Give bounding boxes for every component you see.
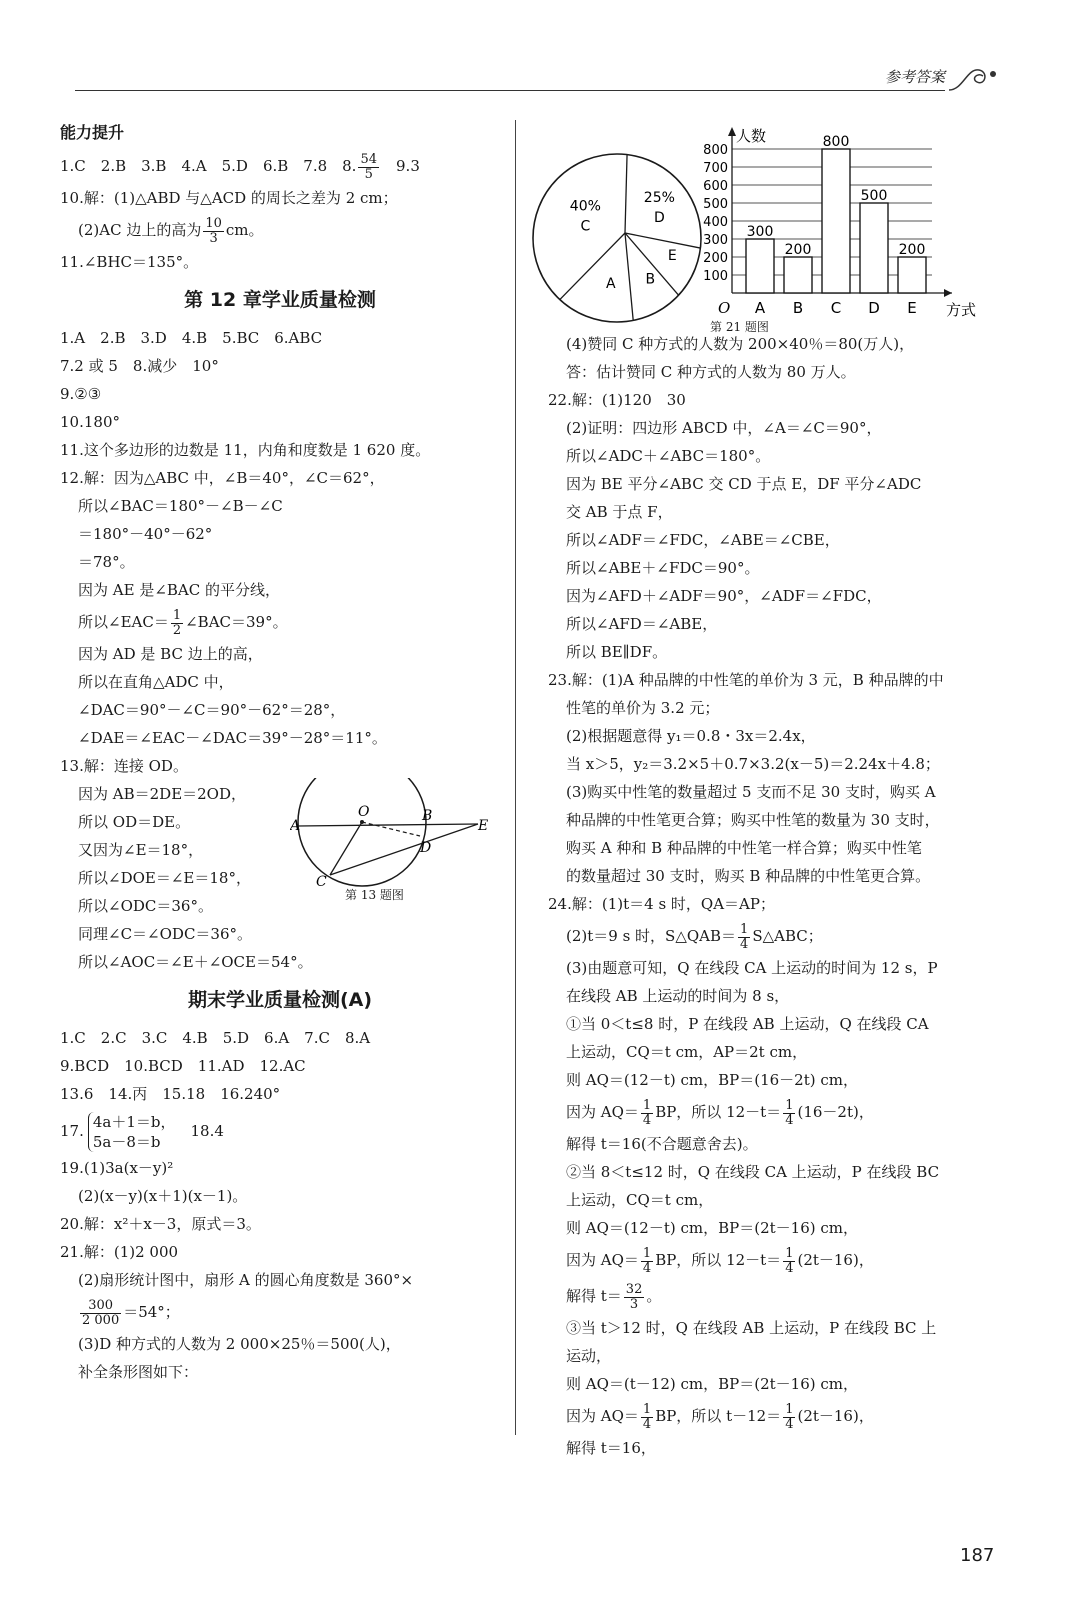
answer-line: 又因为∠E＝18°， (78, 841, 204, 859)
answer-line: ①当 0＜t≤8 时，P 在线段 AB 上运动，Q 在线段 CA (566, 1015, 929, 1033)
section-heading-nengli: 能力提升 (60, 123, 125, 142)
answer-line: 24.解：(1)t＝4 s 时，QA＝AP； (548, 895, 775, 913)
answer-text: BP，所以 12－t＝ (655, 1103, 782, 1121)
answer-line: 种品牌的中性笔更合算；购买中性笔的数量为 30 支时， (566, 811, 940, 829)
fraction-denominator: 4 (642, 1112, 652, 1128)
fraction-denominator: 4 (642, 1416, 652, 1432)
header-rule (75, 90, 945, 91)
equation-system (88, 1112, 176, 1152)
answer-line: 13.6 14.丙 15.18 16.240° (60, 1085, 281, 1103)
answer-text: 9.3 (396, 157, 420, 175)
answer-text: cm。 (225, 221, 264, 239)
equation: 4a＋1＝b， (92, 1113, 176, 1131)
bar-value-label-B: 200 (784, 242, 812, 258)
label-C: C (316, 874, 327, 890)
answer-line: 的数量超过 30 支时，购买 B 种品牌的中性笔更合算。 (566, 867, 931, 885)
fraction (358, 153, 379, 182)
bar-C (822, 149, 850, 293)
fraction-denominator: 3 (629, 1296, 639, 1312)
answer-text: BP，所以 12－t＝ (655, 1251, 782, 1269)
right-column (548, 330, 1008, 1462)
answer-text: (2t－16)， (797, 1407, 874, 1425)
section-title-final-exam: 期末学业质量检测(A) (187, 989, 373, 1011)
answer-line: ＝78°。 (78, 553, 135, 571)
figure-caption-21: 第 21 题图 (710, 320, 769, 334)
answer-text: ＝54°； (123, 1303, 180, 1321)
bar-D (860, 203, 888, 293)
x-tick-label-E: E (907, 299, 917, 317)
label-A: A (290, 818, 301, 834)
pie-slice-percent-D: 25% (643, 190, 675, 207)
bar-A (746, 239, 774, 293)
fraction (783, 1099, 795, 1128)
circle-outline (298, 778, 426, 886)
header-title: 参考答案 (884, 68, 945, 86)
answer-line: 答：估计赞同 C 种方式的人数为 80 万人。 (566, 363, 856, 381)
fraction (641, 1403, 653, 1432)
label-E: E (478, 818, 489, 834)
answer-text: 。 (646, 1287, 662, 1305)
answer-line: 1.C 2.C 3.C 4.B 5.D 6.A 7.C 8.A (60, 1029, 371, 1047)
answer-line (548, 1242, 1008, 1278)
geometry-figure-13 (290, 778, 500, 890)
answer-line: (2)根据题意得 y₁＝0.8・3x＝2.4x， (566, 727, 816, 745)
column-divider (515, 120, 516, 1435)
answer-line: ＝180°－40°－62° (78, 525, 213, 543)
answer-line: 所以∠AFD＝∠ABE， (566, 615, 718, 633)
answer-line: 7.2 或 5 8.减少 10° (60, 357, 219, 375)
answer-line: ③当 t＞12 时，Q 在线段 AB 上运动，P 在线段 BC 上 (566, 1319, 937, 1337)
y-tick-label-500: 500 (703, 197, 728, 212)
fraction (783, 1247, 795, 1276)
answer-text: (2)AC 边上的高为 (78, 221, 202, 239)
fraction-numerator: 1 (172, 607, 182, 623)
answer-line: 所以∠ABE＋∠FDC＝90°。 (566, 559, 760, 577)
fraction-numerator: 1 (785, 1097, 794, 1113)
fraction (203, 217, 224, 246)
answer-line: 19.(1)3a(x－y)² (60, 1159, 174, 1177)
label-O: O (358, 804, 370, 820)
answer-line: 1.A 2.B 3.D 4.B 5.BC 6.ABC (60, 329, 323, 347)
bar-value-label-A: 300 (746, 224, 774, 240)
answer-line: 所以∠ADF＝∠FDC，∠ABE＝∠CBE， (566, 531, 840, 549)
x-tick-label-D: D (868, 299, 880, 317)
fraction (171, 609, 183, 638)
answer-line: 在线段 AB 上运动的时间为 8 s， (566, 987, 790, 1005)
answer-text: 17. (60, 1122, 84, 1140)
answer-line: 10.解：(1)△ABD 与△ACD 的周长之差为 2 cm； (60, 189, 398, 207)
y-tick-label-600: 600 (703, 179, 728, 194)
answer-text: 1.C 2.B 3.B 4.A 5.D 6.B 7.8 8. (60, 157, 357, 175)
answer-line (548, 918, 1008, 954)
answer-line: 则 AQ＝(12－t) cm，BP＝(2t－16) cm， (566, 1219, 858, 1237)
answer-line: ∠DAE＝∠EAC－∠DAC＝39°－28°＝11°。 (78, 729, 387, 747)
answer-line: 当 x＞5，y₂＝3.2×5＋0.7×3.2(x－5)＝2.24x＋4.8； (566, 755, 940, 773)
answer-line: 购买 A 种和 B 种品牌的中性笔一样合算；购买中性笔 (566, 839, 922, 857)
answer-line: ②当 8＜t≤12 时，Q 在线段 CA 上运动，P 在线段 BC (566, 1163, 940, 1181)
center-point (360, 820, 364, 824)
page-number: 187 (960, 1545, 995, 1566)
fraction-numerator: 1 (785, 1401, 794, 1417)
answer-line: (3)由题意可知，Q 在线段 CA 上运动的时间为 12 s，P (566, 959, 938, 977)
line-AE (298, 824, 478, 826)
left-column (60, 118, 500, 1386)
fraction (738, 923, 750, 952)
pie-slice-label-A: A (605, 276, 616, 293)
answer-line: 11.这个多边形的边数是 11，内角和度数是 1 620 度。 (60, 441, 431, 459)
fraction (783, 1403, 795, 1432)
x-tick-label-B: B (792, 299, 804, 317)
answer-text: (2)t＝9 s 时，S△QAB＝ (566, 927, 737, 945)
fraction-numerator: 1 (642, 1401, 652, 1417)
answer-line: 因为 BE 平分∠ABC 交 CD 于点 E，DF 平分∠ADC (566, 475, 922, 493)
answer-line: 性笔的单价为 3.2 元； (566, 699, 720, 717)
answer-line: 上运动，CQ＝t cm， (566, 1191, 714, 1209)
figure-caption-13: 第 13 题图 (345, 888, 404, 902)
bar-value-label-E: 200 (898, 242, 926, 258)
answer-line (60, 604, 500, 640)
pie-slice-label-D: D (653, 210, 665, 227)
answer-text: BP，所以 t－12＝ (655, 1407, 782, 1425)
answer-line: 因为 AD 是 BC 边上的高， (78, 645, 263, 663)
answer-line: 则 AQ＝(12－t) cm，BP＝(16－2t) cm， (566, 1071, 858, 1089)
section-title-chapter12: 第 12 章学业质量检测 (184, 289, 376, 311)
answer-text: 18.4 (190, 1122, 224, 1140)
answer-line (548, 1278, 1008, 1314)
bar-value-label-D: 500 (860, 188, 888, 204)
fraction-denominator: 2 (172, 622, 182, 638)
answer-line: (4)赞同 C 种方式的人数为 200×40％＝80(万人)， (566, 335, 915, 353)
answer-line: (2)(x－y)(x＋1)(x－1)。 (78, 1187, 248, 1205)
answer-text: S△ABC； (752, 927, 823, 945)
answer-line (60, 1294, 500, 1330)
answer-line: 所以 BE∥DF。 (566, 643, 668, 661)
fraction-numerator: 300 (80, 1299, 121, 1314)
line-CO (330, 822, 362, 875)
answer-line: 9.②③ (60, 385, 102, 403)
answer-line: 10.180° (60, 413, 120, 431)
fraction-numerator: 32 (625, 1281, 643, 1297)
answer-line: 所以∠AOC＝∠E＋∠OCE＝54°。 (78, 953, 313, 971)
pie-chart (525, 150, 715, 330)
answer-line: 13.解：连接 OD。 (60, 757, 188, 775)
answer-line: 21.解：(1)2 000 (60, 1243, 179, 1261)
answer-line: (2)扇形统计图中，扇形 A 的圆心角度数是 360°× (78, 1271, 414, 1289)
bar-E (898, 257, 926, 293)
y-tick-label-700: 700 (703, 161, 728, 176)
answer-line (60, 212, 500, 248)
answer-line: 因为 AB＝2DE＝2OD， (78, 785, 247, 803)
answer-text: 因为 AQ＝ (566, 1103, 639, 1121)
x-axis-arrow (944, 289, 952, 297)
fraction (80, 1299, 121, 1328)
y-tick-label-300: 300 (703, 233, 728, 248)
answer-line: 所以∠BAC＝180°－∠B－∠C (78, 497, 283, 515)
bar-chart (700, 125, 980, 325)
answer-text: 所以∠EAC＝ (78, 613, 169, 631)
y-tick-label-200: 200 (703, 251, 728, 266)
fraction-denominator: 5 (364, 166, 373, 182)
pie-slice-percent-C: 40% (569, 198, 601, 215)
answer-line: 所以∠ADC＋∠ABC＝180°。 (566, 447, 771, 465)
fraction-numerator: 1 (642, 1097, 652, 1113)
answer-line: 所以∠ODC＝36°。 (78, 897, 213, 915)
answer-line: (3)D 种方式的人数为 2 000×25％＝500(人)， (78, 1335, 401, 1353)
answer-line: 22.解：(1)120 30 (548, 391, 686, 409)
fraction-denominator: 4 (785, 1416, 794, 1432)
answer-line: 所以 OD＝DE。 (78, 813, 191, 831)
answer-line: ∠DAC＝90°－∠C＝90°－62°＝28°， (78, 701, 346, 719)
y-axis-arrow (728, 127, 736, 136)
fraction (624, 1283, 645, 1312)
fraction-denominator: 4 (785, 1260, 794, 1276)
answer-line: 12.解：因为△ABC 中，∠B＝40°，∠C＝62°， (60, 469, 385, 487)
answer-line: 交 AB 于点 F， (566, 503, 673, 521)
fraction-denominator: 3 (209, 230, 218, 246)
answer-text: 解得 t＝ (566, 1287, 622, 1305)
equation: 5a－8＝b (92, 1133, 161, 1151)
bar-B (784, 257, 812, 293)
fraction-numerator: 54 (360, 151, 377, 167)
fraction (641, 1099, 653, 1128)
fraction-numerator: 1 (785, 1245, 794, 1261)
label-B: B (422, 808, 433, 824)
y-axis-label: 人数 (736, 127, 767, 145)
y-tick-label-400: 400 (703, 215, 728, 230)
fraction-numerator: 1 (642, 1245, 652, 1261)
pie-slice-label-B: B (645, 271, 656, 288)
x-tick-label-A: A (754, 299, 766, 317)
answer-line (60, 148, 500, 184)
fraction-numerator: 1 (740, 921, 749, 937)
answer-line: 9.BCD 10.BCD 11.AD 12.AC (60, 1057, 306, 1075)
y-tick-label-100: 100 (703, 269, 728, 284)
fraction-denominator: 4 (642, 1260, 652, 1276)
fraction-numerator: 10 (205, 215, 222, 231)
pie-slice-label-C: C (580, 218, 591, 235)
swirl-ornament-icon (945, 60, 1005, 96)
answer-line: 运动， (566, 1347, 612, 1365)
answer-text: ∠BAC＝39°。 (185, 613, 288, 631)
fraction (641, 1247, 653, 1276)
answer-text: (2t－16)， (797, 1251, 874, 1269)
answer-line: 则 AQ＝(t－12) cm，BP＝(2t－16) cm， (566, 1375, 858, 1393)
fraction-denominator: 4 (785, 1112, 794, 1128)
x-axis-label: 方式 (946, 301, 977, 319)
answer-line (60, 1108, 500, 1154)
answer-line: (2)证明：四边形 ABCD 中，∠A＝∠C＝90°， (566, 419, 882, 437)
pie-slice-label-E: E (667, 247, 677, 264)
answer-line (548, 1094, 1008, 1130)
answer-line: 上运动，CQ＝t cm，AP＝2t cm， (566, 1043, 808, 1061)
fraction-denominator: 2 000 (82, 1312, 120, 1328)
answer-line: 所以∠DOE＝∠E＝18°， (78, 869, 251, 887)
answer-line: 23.解：(1)A 种品牌的中性笔的单价为 3 元，B 种品牌的中 (548, 671, 944, 689)
answer-line: 11.∠BHC＝135°。 (60, 253, 199, 271)
label-D: D (420, 840, 432, 856)
answer-line: 所以在直角△ADC 中， (78, 673, 234, 691)
answer-line: 因为∠AFD＋∠ADF＝90°，∠ADF＝∠FDC， (566, 587, 882, 605)
origin-label: O (718, 299, 731, 317)
answer-line: 20.解：x²＋x－3，原式＝3。 (60, 1215, 261, 1233)
x-tick-label-C: C (830, 299, 842, 317)
y-tick-label-800: 800 (703, 143, 728, 158)
answer-line: (3)购买中性笔的数量超过 5 支而不足 30 支时，购买 A (566, 783, 936, 801)
bar-value-label-C: 800 (822, 134, 850, 150)
answer-line: 解得 t＝16， (566, 1439, 656, 1457)
answer-text: 因为 AQ＝ (566, 1407, 639, 1425)
page-header (75, 60, 1005, 100)
answer-line: 补全条形图如下： (78, 1363, 199, 1381)
fraction-denominator: 4 (740, 936, 749, 952)
answer-text: (16－2t)， (797, 1103, 874, 1121)
answer-text: 因为 AQ＝ (566, 1251, 639, 1269)
pie-outline (533, 154, 701, 322)
answer-line (548, 1398, 1008, 1434)
answer-line: 解得 t＝16(不合题意舍去)。 (566, 1135, 758, 1153)
answer-line: 同理∠C＝∠ODC＝36°。 (78, 925, 253, 943)
answer-line: 因为 AE 是∠BAC 的平分线， (78, 581, 280, 599)
